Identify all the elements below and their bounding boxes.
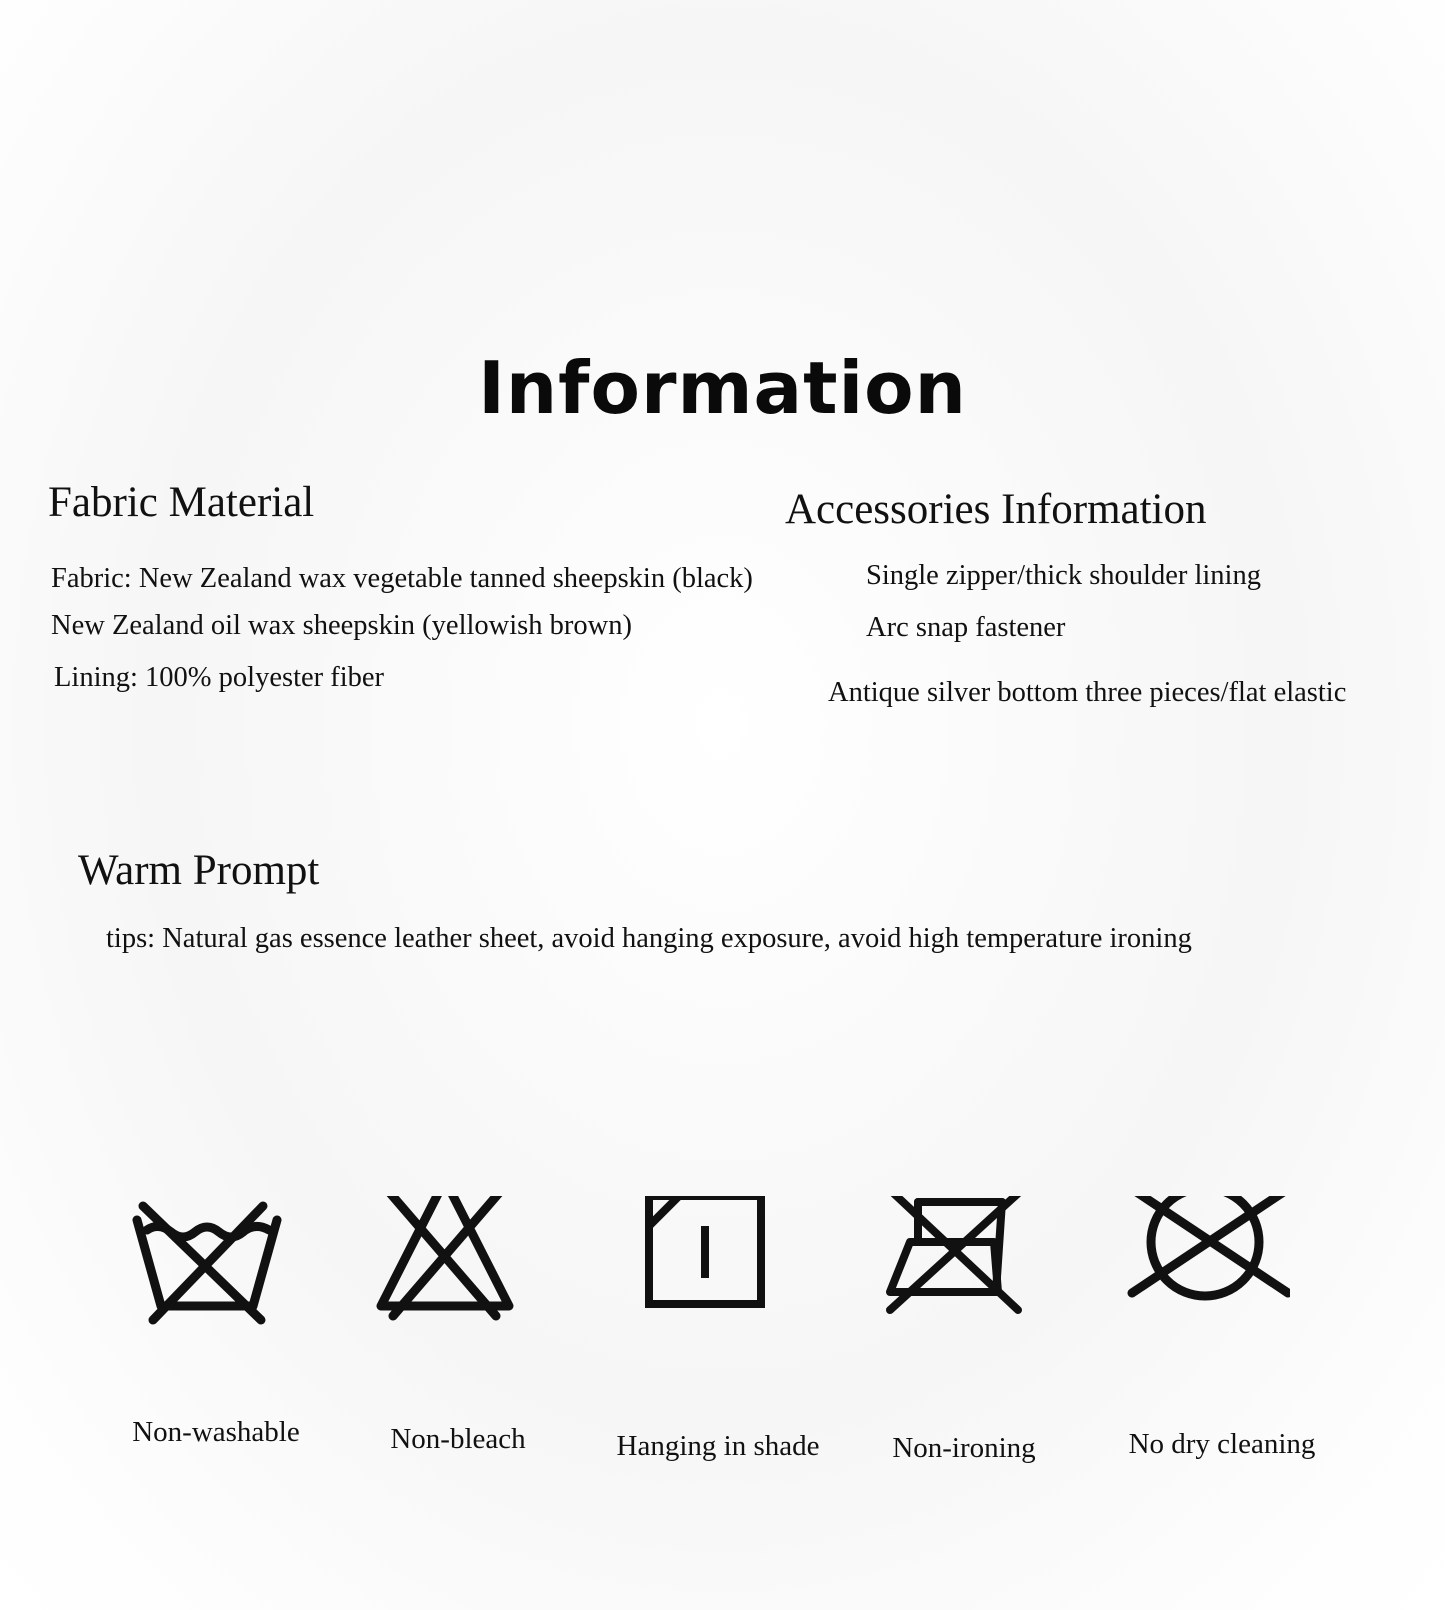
accessories-line: Single zipper/thick shoulder lining	[866, 560, 1261, 591]
warm-prompt-tips: tips: Natural gas essence leather sheet, avoid hanging exposure, avoid high temperature ironing	[106, 923, 1192, 954]
care-label: No dry cleaning	[1128, 1428, 1316, 1460]
accessories-line: Arc snap fastener	[866, 612, 1066, 643]
hanging-in-shade-icon	[620, 1196, 790, 1356]
page-title: Information	[478, 346, 967, 430]
fabric-line: New Zealand oil wax sheepskin (yellowish brown)	[51, 610, 632, 641]
fabric-line: Lining: 100% polyester fiber	[54, 662, 385, 693]
warm-prompt-heading: Warm Prompt	[78, 847, 320, 894]
non-ironing-icon	[868, 1196, 1038, 1356]
fabric-line: Fabric: New Zealand wax vegetable tanned sheepskin (black)	[51, 563, 753, 594]
care-label: Hanging in shade	[616, 1430, 820, 1462]
accessories-heading: Accessories Information	[785, 486, 1207, 533]
fabric-heading: Fabric Material	[48, 479, 315, 526]
non-bleach-icon	[360, 1196, 530, 1356]
no-dry-cleaning-icon	[1120, 1196, 1290, 1356]
care-label: Non-washable	[132, 1416, 300, 1448]
accessories-line: Antique silver bottom three pieces/flat elastic	[828, 677, 1347, 708]
care-label: Non-bleach	[390, 1423, 526, 1455]
care-label: Non-ironing	[892, 1432, 1036, 1464]
non-washable-icon	[123, 1196, 293, 1356]
